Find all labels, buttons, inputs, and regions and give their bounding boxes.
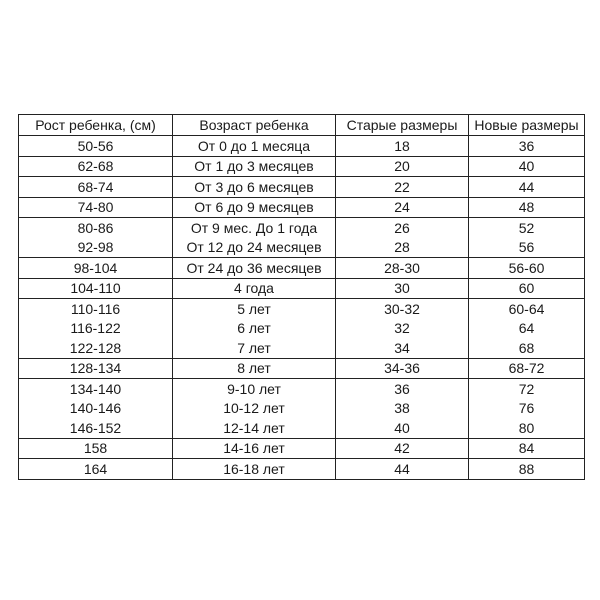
cell-new-size: 56-60 <box>469 258 585 279</box>
table-row <box>19 338 585 358</box>
cell-old-size: 26 <box>336 218 469 238</box>
cell-new-size: 88 <box>469 459 585 480</box>
cell-age: 16-18 лет <box>173 459 336 480</box>
cell-age: 6 лет <box>173 319 336 339</box>
cell-old-size: 32 <box>336 319 469 339</box>
cell-age: 5 лет <box>173 299 336 319</box>
table-header-row <box>19 115 585 136</box>
cell-old-size: 38 <box>336 399 469 419</box>
table-row <box>19 418 585 438</box>
table-row <box>19 136 585 157</box>
cell-age: От 3 до 6 месяцев <box>173 177 336 198</box>
cell-old-size: 28 <box>336 238 469 258</box>
table-row <box>19 358 585 379</box>
cell-height: 68-74 <box>19 177 173 198</box>
cell-old-size: 40 <box>336 418 469 438</box>
cell-age: 12-14 лет <box>173 418 336 438</box>
cell-height: 104-110 <box>19 278 173 299</box>
cell-height: 146-152 <box>19 418 173 438</box>
cell-height: 164 <box>19 459 173 480</box>
cell-old-size: 44 <box>336 459 469 480</box>
cell-old-size: 36 <box>336 379 469 399</box>
table-row <box>19 319 585 339</box>
table-row <box>19 379 585 399</box>
cell-height: 134-140 <box>19 379 173 399</box>
cell-new-size: 84 <box>469 438 585 459</box>
cell-old-size: 28-30 <box>336 258 469 279</box>
table-row <box>19 218 585 238</box>
header-old-size: Старые размеры <box>336 115 469 136</box>
cell-new-size: 44 <box>469 177 585 198</box>
cell-height: 74-80 <box>19 197 173 218</box>
table-row <box>19 278 585 299</box>
cell-height: 62-68 <box>19 156 173 177</box>
cell-height: 128-134 <box>19 358 173 379</box>
cell-new-size: 56 <box>469 238 585 258</box>
cell-height: 116-122 <box>19 319 173 339</box>
cell-new-size: 76 <box>469 399 585 419</box>
header-new-size: Новые размеры <box>469 115 585 136</box>
table-row <box>19 399 585 419</box>
table-row <box>19 299 585 319</box>
cell-new-size: 60-64 <box>469 299 585 319</box>
cell-age: 7 лет <box>173 338 336 358</box>
size-chart-table <box>18 114 585 480</box>
cell-age: От 0 до 1 месяца <box>173 136 336 157</box>
cell-age: От 12 до 24 месяцев <box>173 238 336 258</box>
cell-old-size: 30 <box>336 278 469 299</box>
cell-age: 8 лет <box>173 358 336 379</box>
cell-new-size: 68-72 <box>469 358 585 379</box>
cell-new-size: 40 <box>469 156 585 177</box>
cell-new-size: 80 <box>469 418 585 438</box>
table-row <box>19 156 585 177</box>
cell-old-size: 24 <box>336 197 469 218</box>
table-row <box>19 177 585 198</box>
cell-height: 140-146 <box>19 399 173 419</box>
cell-old-size: 34-36 <box>336 358 469 379</box>
table-row <box>19 459 585 480</box>
cell-new-size: 36 <box>469 136 585 157</box>
cell-old-size: 20 <box>336 156 469 177</box>
cell-height: 110-116 <box>19 299 173 319</box>
cell-new-size: 52 <box>469 218 585 238</box>
table-row <box>19 438 585 459</box>
cell-age: 10-12 лет <box>173 399 336 419</box>
cell-new-size: 48 <box>469 197 585 218</box>
cell-height: 122-128 <box>19 338 173 358</box>
cell-height: 158 <box>19 438 173 459</box>
header-height: Рост ребенка, (см) <box>19 115 173 136</box>
cell-old-size: 30-32 <box>336 299 469 319</box>
table-row <box>19 238 585 258</box>
cell-height: 80-86 <box>19 218 173 238</box>
cell-new-size: 60 <box>469 278 585 299</box>
cell-age: 4 года <box>173 278 336 299</box>
cell-age: От 1 до 3 месяцев <box>173 156 336 177</box>
cell-height: 92-98 <box>19 238 173 258</box>
cell-new-size: 68 <box>469 338 585 358</box>
cell-age: От 6 до 9 месяцев <box>173 197 336 218</box>
cell-age: 14-16 лет <box>173 438 336 459</box>
header-age: Возраст ребенка <box>173 115 336 136</box>
table-row <box>19 258 585 279</box>
cell-old-size: 22 <box>336 177 469 198</box>
cell-new-size: 72 <box>469 379 585 399</box>
cell-old-size: 18 <box>336 136 469 157</box>
cell-age: От 24 до 36 месяцев <box>173 258 336 279</box>
cell-age: От 9 мес. До 1 года <box>173 218 336 238</box>
cell-old-size: 34 <box>336 338 469 358</box>
cell-new-size: 64 <box>469 319 585 339</box>
cell-age: 9-10 лет <box>173 379 336 399</box>
cell-height: 50-56 <box>19 136 173 157</box>
table-row <box>19 197 585 218</box>
cell-old-size: 42 <box>336 438 469 459</box>
cell-height: 98-104 <box>19 258 173 279</box>
